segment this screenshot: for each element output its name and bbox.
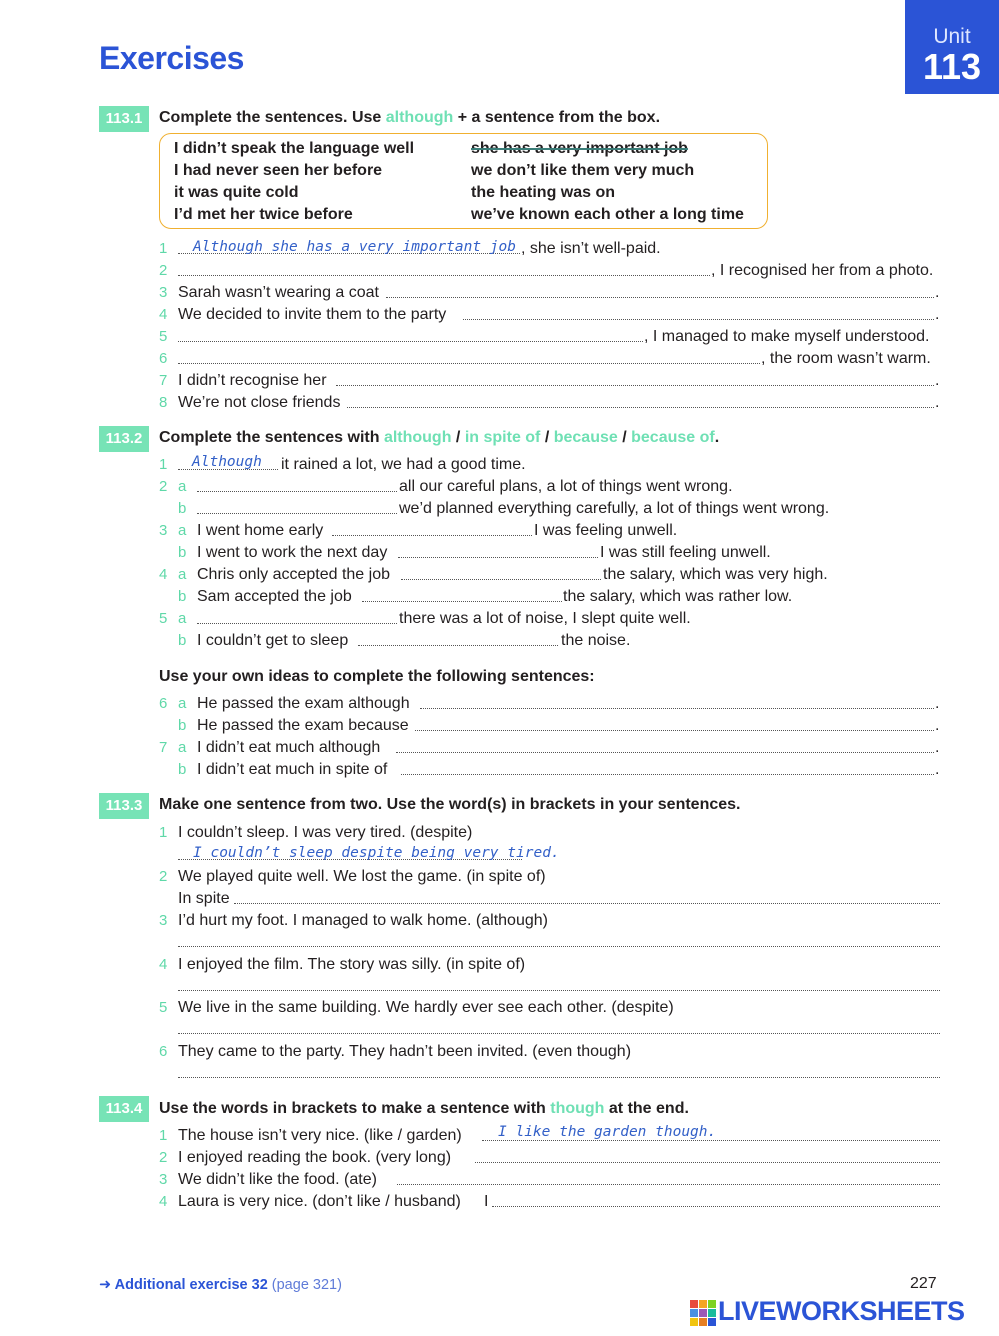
answer-blank[interactable]: [197, 623, 397, 624]
sentence-box: [159, 133, 768, 229]
page-title: Exercises: [99, 40, 244, 76]
exercise-number-113-2: 113.2: [99, 426, 149, 452]
exercise-answer-line: In spite: [0, 888, 999, 910]
exercise-item: 1 Although it rained a lot, we had a good time.: [0, 454, 999, 476]
exercise-title-113-3: Make one sentence from two. Use the word(s) in brackets in your sentences.: [159, 796, 741, 813]
answer-blank[interactable]: [475, 1162, 940, 1163]
box-sentence-used: she has a very important job: [471, 140, 688, 157]
exercise-item: 3 I’d hurt my foot. I managed to walk home. (although): [159, 912, 548, 929]
exercise-item: 5 We live in the same building. We hardly ever see each other. (despite): [159, 999, 674, 1016]
exercise-item: 5 a there was a lot of noise, I slept quite well.: [159, 610, 691, 627]
exercise-item: 1 Although she has a very important job , she isn’t well-paid.: [0, 238, 999, 260]
exercise-item: 1 The house isn’t very nice. (like / garden) I like the garden though.: [0, 1125, 999, 1147]
box-sentence: I’d met her twice before: [174, 206, 353, 223]
exercise-item: 8 We’re not close friends .: [159, 394, 940, 411]
page-number: 227: [910, 1275, 937, 1292]
exercise-title-113-2: Complete the sentences with although / in spite of / because / because of.: [159, 429, 720, 446]
unit-badge: [905, 0, 999, 94]
answer-blank[interactable]: [415, 730, 934, 731]
exercise-item: 2 , I recognised her from a photo.: [159, 262, 934, 279]
box-sentence: I had never seen her before: [174, 162, 383, 179]
exercise-item: 2 We played quite well. We lost the game. (in spite of): [159, 868, 546, 885]
exercise-title-113-1: Complete the sentences. Use although + a sentence from the box.: [159, 109, 661, 126]
exercise-item: 6 , the room wasn’t warm.: [159, 350, 931, 367]
box-sentence: it was quite cold: [174, 184, 299, 201]
exercise-item: 4 a Chris only accepted the job the salary, which was very high.: [159, 566, 828, 583]
answer-blank[interactable]: [463, 319, 934, 320]
answer-blank[interactable]: [332, 535, 532, 536]
box-sentence: the heating was on: [471, 184, 616, 201]
exercise-item: 1 I couldn’t sleep. I was very tired. (despite): [159, 824, 473, 841]
exercise-number-113-3: 113.3: [99, 793, 149, 819]
exercise-item: 2 I enjoyed reading the book. (very long): [0, 1147, 999, 1169]
handwritten-answer: Although she has a very important job: [193, 239, 517, 255]
answer-blank[interactable]: [358, 645, 558, 646]
answer-blank[interactable]: [420, 708, 934, 709]
exercise-item: 5 , I managed to make myself understood.: [159, 328, 930, 345]
exercise-item: b Sam accepted the job the salary, which was rather low.: [178, 588, 793, 605]
exercise-item: 6 a He passed the exam although .: [159, 695, 940, 712]
answer-blank[interactable]: [398, 557, 598, 558]
handwritten-answer: Although: [192, 454, 262, 470]
exercise-answer-line: [0, 844, 999, 866]
handwritten-answer: I couldn’t sleep despite being very tired.: [193, 845, 560, 861]
exercise-item: 3 a I went home early I was feeling unwell.: [159, 522, 678, 539]
box-sentence: we don’t like them very much: [471, 162, 695, 179]
exercise-number-113-1: 113.1: [99, 106, 149, 132]
answer-blank[interactable]: [178, 990, 940, 991]
exercise-item: b we’d planned everything carefully, a lot of things went wrong.: [178, 500, 830, 517]
sub-instruction: Use your own ideas to complete the following sentences:: [159, 668, 595, 685]
handwritten-answer: I like the garden though.: [498, 1124, 717, 1140]
answer-blank[interactable]: [492, 1206, 940, 1207]
exercise-item: b I didn’t eat much in spite of .: [178, 761, 940, 778]
unit-label: Unit: [933, 25, 971, 48]
additional-exercise-link[interactable]: ➜ Additional exercise 32 (page 321): [99, 1277, 342, 1293]
exercise-item: 3 We didn’t like the food. (ate): [0, 1169, 999, 1191]
answer-blank[interactable]: [386, 297, 934, 298]
answer-blank[interactable]: [178, 946, 940, 947]
exercise-item: 7 a I didn’t eat much although .: [159, 739, 940, 756]
exercise-item: b I went to work the next day I was still feeling unwell.: [178, 544, 771, 561]
exercise-item: 4 I enjoyed the film. The story was silly. (in spite of): [159, 956, 526, 973]
exercise-number-113-4: 113.4: [99, 1096, 149, 1122]
answer-blank[interactable]: [336, 385, 934, 386]
answer-blank[interactable]: [401, 579, 601, 580]
exercise-item: 2 a all our careful plans, a lot of things went wrong.: [159, 478, 733, 495]
exercise-title-113-4: Use the words in brackets to make a sentence with though at the end.: [159, 1100, 689, 1117]
answer-blank[interactable]: [197, 491, 397, 492]
exercise-item: b He passed the exam because .: [178, 717, 940, 734]
exercise-item: b I couldn’t get to sleep the noise.: [178, 632, 631, 649]
box-sentence: I didn’t speak the language well: [174, 140, 415, 157]
liveworksheets-icon: [690, 1300, 718, 1326]
liveworksheets-wordmark: LIVEWORKSHEETS: [718, 1296, 965, 1326]
answer-blank[interactable]: [401, 774, 934, 775]
exercise-item: 4 Laura is very nice. (don’t like / husband) I: [0, 1191, 999, 1213]
answer-blank[interactable]: [197, 513, 397, 514]
answer-blank[interactable]: [234, 903, 940, 904]
answer-blank[interactable]: [178, 275, 710, 276]
answer-blank[interactable]: [396, 752, 934, 753]
answer-blank[interactable]: [347, 407, 934, 408]
unit-number: 113: [922, 46, 982, 87]
answer-blank[interactable]: [362, 601, 562, 602]
box-sentence: we’ve known each other a long time: [471, 206, 744, 223]
answer-blank[interactable]: [178, 341, 643, 342]
answer-blank[interactable]: [397, 1184, 940, 1185]
exercise-item: 4 We decided to invite them to the party .: [159, 306, 940, 323]
answer-blank[interactable]: [178, 1077, 940, 1078]
answer-blank[interactable]: [178, 363, 760, 364]
exercise-item: 3 Sarah wasn’t wearing a coat .: [159, 284, 940, 301]
exercise-item: 6 They came to the party. They hadn’t been invited. (even though): [159, 1043, 632, 1060]
answer-blank[interactable]: [178, 1033, 940, 1034]
exercise-item: 7 I didn’t recognise her .: [159, 372, 940, 389]
